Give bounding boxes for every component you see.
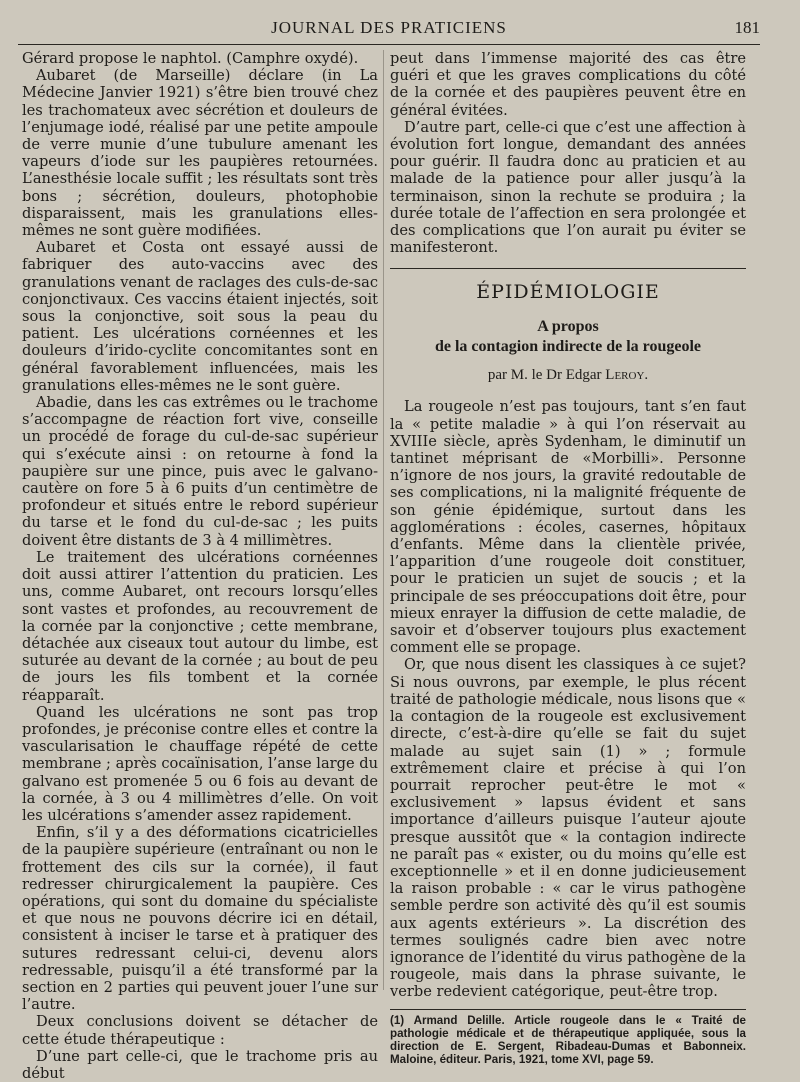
footnote-rule [390, 1009, 746, 1010]
paragraph: Abadie, dans les cas extrêmes ou le trachome s’accompagne de réaction fort vive, conseille un procédé de forage du cul-de-sac supérieur qui s’exécute ainsi : on retourne à fond la paupière sur une pince, puis avec le galvano-cautère on fore 5 à 6 puits d’un centimètre de profondeur et situés entre le rebord supérieur du tarse et le fond du cul-de-sac ; les puits doivent être distants de 3 à 4 millimètres. [22, 394, 378, 549]
paragraph: Quand les ulcérations ne sont pas trop profondes, je préconise contre elles et contre la vascularisation le chauffage répété de cette membrane ; après cocaïnisation, l’anse large du galvano est promenée 5 ou 6 fois au devant de la cornée, à 3 ou 4 millimètres d’elle. On voit les ulcérations s’amender assez rapidement. [22, 703, 378, 824]
paragraph: Enfin, s’il y a des déformations cicatricielles de la paupière supérieure (entraînant ou non le frottement des cils sur la cornée), il faut redresser chirurgicalement la paupière. Ces opérations, qui sont du domaine du spécialiste et que nous ne pouvons décrire ici en détail, consistent à inciser le tarse et à pratiquer des sutures redressant celui-ci, devenu alors redressable, puisqu’il a été transformé par la section en 2 parties qui peuvent jouer l’une sur l’autre. [22, 824, 378, 1014]
paragraph: Le traitement des ulcérations cornéennes doit aussi attirer l’attention du praticien. Les uns, comme Aubaret, ont recours lorsqu’elles sont vastes et profondes, au recouvrement de la cornée par la conjonctive ; cette membrane, détachée aux ciseaux tout autour du limbe, est suturée au devant de la cornée ; au bout de peu de jours les fils tombent et la cornée réapparaît. [22, 548, 378, 704]
paragraph: D’autre part, celle-ci que c’est une affection à évolution fort longue, demandant des années pour guérir. Il faudra donc au praticien et au malade de la patience pour aller jusqu’à la terminaison, sinon la rechute se produira ; la durée totale de l’affection en sera prolongée et des complications que l’on aurait pu éviter se manifesteront. [390, 118, 746, 257]
paragraph: Or, que nous disent les classiques à ce sujet? Si nous ouvrons, par exemple, le plus récent traité de pathologie médicale, nous lisons que « la contagion de la rougeole est exclusivement directe, c’est-à-dire qu’elle se fait du sujet malade au sujet sain (1) » ; formule extrêmement claire et précise à qui l’on pourrait reprocher peut-être le mot « exclusivement » lapsus évident et sans importance d’ailleurs puisque l’auteur ajoute presque aussitôt que « la contagion indirecte ne paraît pas « exister, ou du moins qu’elle est exceptionnelle » et il en donne judicieusement la raison probable : « car le virus pathogène semble perdre son activité dès qu’il est soumis aux agents extérieurs ». La discrétion des termes soulignés cadre bien avec notre ignorance de l’identité du virus pathogène de la rougeole, mais dans la phrase suivante, le verbe redevient catégorique, peut-être trop. [390, 656, 746, 1001]
author-name: Leroy. [605, 367, 649, 384]
article-title [390, 317, 746, 357]
page-header [18, 18, 760, 45]
column-divider [383, 50, 384, 990]
byline-prefix: par M. le Dr Edgar [487, 367, 606, 384]
paragraph: La rougeole n’est pas toujours, tant s’en faut la « petite maladie » à qui l’on réservait au XVIIIe siècle, après Sydenham, le diminutif un tantinet méprisant de «Morbilli». Personne n’ignore de nos jours, la gravité redoutable de ses complications, ni la malignité fréquente de son génie épidémique, surtout dans les agglomérations : écoles, casernes, hôpitaux d’enfants. Même dans la clientèle privée, l’apparition d’une rougeole doit constituer, pour le praticien un sujet de soucis ; et la principale de ses préoccupations doit être, pour mieux enrayer la diffusion de cette maladie, de savoir et d’observer toujours plus exactement comment elle se propage. [390, 398, 746, 657]
right-column [390, 50, 746, 1066]
paragraph: D’une part celle-ci, que le trachome pris au début [22, 1047, 378, 1082]
byline [390, 367, 746, 384]
paragraph: Gérard propose le naphtol. (Camphre oxydé). [22, 50, 359, 67]
page-number: 181 [734, 18, 760, 37]
paragraph: peut dans l’immense majorité des cas être guéri et que les graves complications du côté de la cornée et des paupières peuvent être en général évitées. [390, 50, 746, 119]
footnote: (1) Armand Delille. Article rougeole dans le « Traité de pathologie médicale et de thérapeutique appliquée, sous la direction de E. Sergent, Ribadeau-Dumas et Babonneix. Maloine, éditeur. Paris, 1921, tome XVI, page 59. [390, 1013, 746, 1066]
article-title-line1: A propos [537, 318, 599, 336]
paragraph: Aubaret et Costa ont essayé aussi de fabriquer des auto-vaccins avec des granulations venant de raclages des culs-de-sac conjonctivaux. Ces vaccins étaient injectés, soit sous la conjonctive, soit sous la peau du patient. Les ulcérations cornéennes et les douleurs d’irido-cyclite concomitantes sont en général favorablement influencées, mais les granulations elles-mêmes ne le sont guère. [22, 239, 378, 394]
article-title-line2: de la contagion indirecte de la rougeole [434, 338, 702, 356]
section-title: ÉPIDÉMIOLOGIE [390, 268, 746, 303]
paragraph: Deux conclusions doivent se détacher de cette étude thérapeutique : [22, 1013, 378, 1048]
left-column [22, 50, 378, 1082]
paragraph: Aubaret (de Marseille) déclare (in La Médecine Janvier 1921) s’être bien trouvé chez les trachomateux avec sécrétion et douleurs de l’enjumage iodé, réalisé par une petite ampoule de verre munie d’une tubulure amenant les vapeurs d’iode sur les paupières retournées. L’anesthésie locale suffit ; les résultats sont très bons ; sécrétion, douleurs, photophobie disparaissent, mais les granulations elles-mêmes ne sont guère modifiées. [22, 67, 378, 240]
journal-title: JOURNAL DES PRATICIENS [271, 18, 507, 37]
